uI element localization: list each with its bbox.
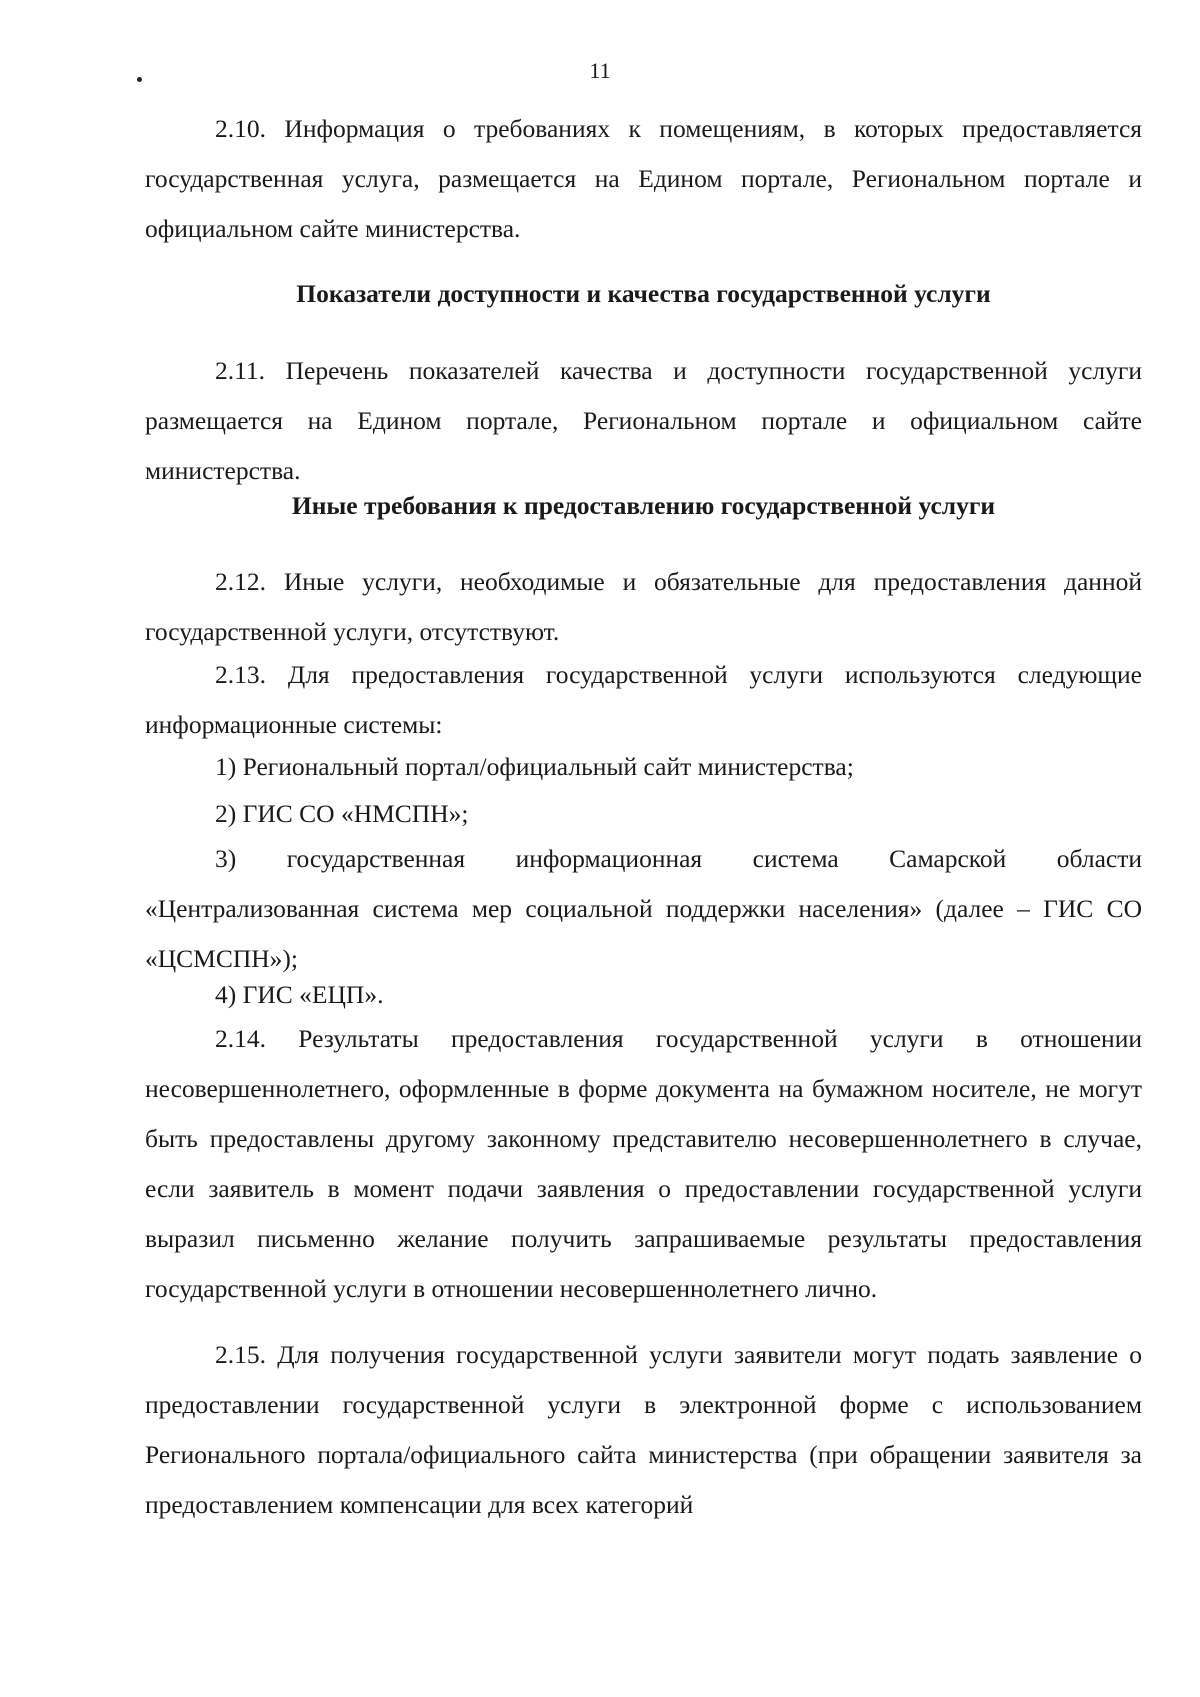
list-item-3: 3) государственная информационная система Самарской области «Централизованная система мер социальной поддержки населения» (далее – ГИС СО «ЦСМСПН»); [145, 844, 1142, 973]
list-item-2: 2) ГИС СО «НМСПН»; [215, 799, 469, 828]
paragraph-2-13: 2.13. Для предоставления государственной услуги используются следующие информационные системы: [145, 660, 1142, 739]
paragraph-2-14: 2.14. Результаты предоставления государственной услуги в отношении несовершеннолетнего, оформленные в форме документа на бумажном носителе, не могут быть предоставлены другому законному представителю несовершеннолетнего в случае, если заявитель в момент подачи заявления о предоставлении государственной услуги выразил письменно желание получить запрашиваемые результаты предоставления государственной услуги в отношении несовершеннолетнего лично. [145, 1024, 1142, 1303]
heading-quality-indicators: Показатели доступности и качества государственной услуги [296, 279, 991, 308]
paragraph-2-11: 2.11. Перечень показателей качества и доступности государственной услуги размещается на Едином портале, Региональном портале и официальном сайте министерства. [145, 356, 1142, 485]
page-number: 11 [589, 58, 611, 83]
heading-other-requirements: Иные требования к предоставлению государственной услуги [291, 491, 996, 520]
paragraph-2-15: 2.15. Для получения государственной услуги заявители могут подать заявление о предоставлении государственной услуги в электронной форме с использованием Регионального портала/официального сайта министерства (при обращении заявителя за предоставлением компенсации для всех категорий [145, 1340, 1142, 1519]
list-item-4: 4) ГИС «ЕЦП». [215, 980, 384, 1009]
list-item-1: 1) Региональный портал/официальный сайт министерства; [215, 752, 854, 781]
paragraph-2-10: 2.10. Информация о требованиях к помещениям, в которых предоставляется государственная услуга, размещается на Едином портале, Региональном портале и официальном сайте министерства. [145, 114, 1142, 243]
paragraph-2-12: 2.12. Иные услуги, необходимые и обязательные для предоставления данной государственной услуги, отсутствуют. [145, 567, 1142, 646]
